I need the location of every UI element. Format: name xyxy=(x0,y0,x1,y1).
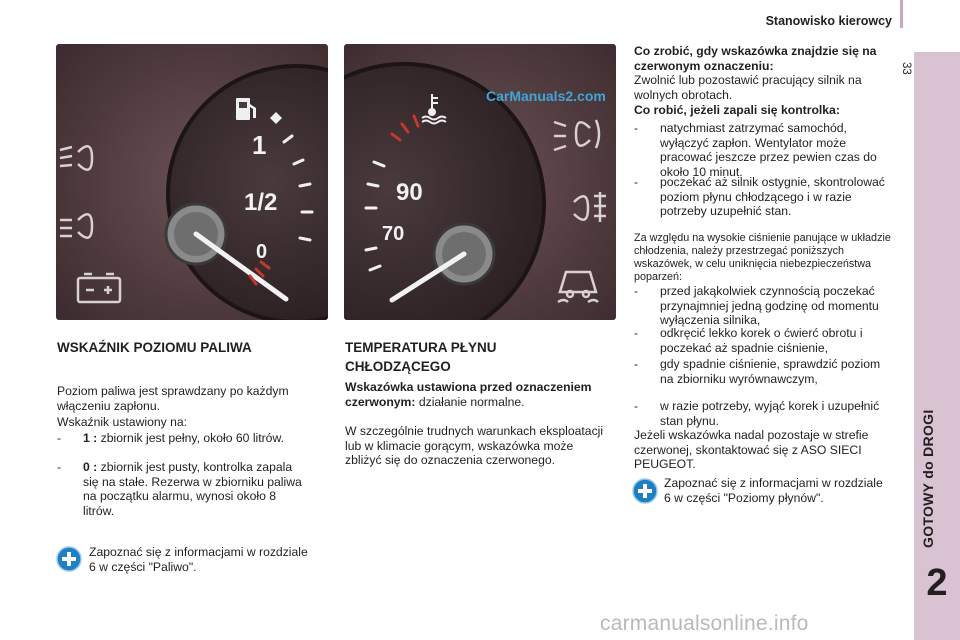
coolant-heading-line2: CHŁODZĄCEGO xyxy=(345,359,451,374)
list-item: - 1 : zbiornik jest pełny, około 60 litrów. xyxy=(57,431,284,445)
right-caution: Za względu na wysokie ciśnienie panujące w układzie chłodzenia, należy przestrzegać poniższych wskazówek, w celu uniknięcia niebezpieczeństwa poparzeń: xyxy=(634,232,891,283)
fuel-gauge-label-full: 1 xyxy=(252,130,267,160)
fuel-gauge-label-empty: 0 xyxy=(256,241,268,263)
chapter-number: 2 xyxy=(926,562,948,604)
list-item: - odkręcić lekko korek o ćwierć obrotu i poczekać aż spadnie ciśnienie, xyxy=(634,326,863,355)
coolant-heading-line1: TEMPERATURA PŁYNU xyxy=(345,340,497,355)
watermark-top: CarManuals2.com xyxy=(486,88,606,104)
info-plus-icon xyxy=(56,546,82,572)
fuel-gauge-photo xyxy=(56,44,328,320)
fuel-note: Zapoznać się z informacjami w rozdziale 6 w części "Paliwo". xyxy=(89,545,308,574)
coolant-gauge-photo xyxy=(344,44,616,320)
list-item: - przed jakąkolwiek czynnością poczekać przynajmniej jedną godzinę od momentu wyłączenia silnika, xyxy=(634,284,879,327)
fuel-heading: WSKAŹNIK POZIOMU PALIWA xyxy=(57,340,252,355)
coolant-gauge-label-low: 70 xyxy=(382,223,405,245)
right-question-2: Co robić, jeżeli zapali się kontrolka: xyxy=(634,103,840,117)
footer-watermark: carmanualsonline.info xyxy=(600,612,809,635)
chapter-side-label: GOTOWY do DROGI xyxy=(920,409,936,548)
fuel-indicator-label: Wskaźnik ustawiony na: xyxy=(57,415,188,429)
fuel-intro: Poziom paliwa jest sprawdzany po każdym włączeniu zapłonu. xyxy=(57,384,289,413)
right-question-1: Co zrobić, gdy wskazówka znajdzie się na czerwonym oznaczeniu: xyxy=(634,44,877,73)
coolant-gauge-label-high: 90 xyxy=(396,179,423,206)
right-answer-1: Zwolnić lub pozostawić pracujący silnik na wolnych obrotach. xyxy=(634,73,862,102)
header-divider xyxy=(900,0,903,28)
page-number: 33 xyxy=(900,62,912,75)
info-plus-icon xyxy=(632,478,658,504)
page-header-title: Stanowisko kierowcy xyxy=(765,14,892,28)
list-item: - poczekać aż silnik ostygnie, skontrolować poziom płynu chłodzącego i w razie potrzeby uzupełnić stan. xyxy=(634,175,885,218)
right-final: Jeżeli wskazówka nadal pozostaje w strefie czerwonej, skontaktować się z ASO SIECI PEUGEOT. xyxy=(634,428,869,471)
list-item: - natychmiast zatrzymać samochód, wyłączyć zapłon. Wentylator może pracować jeszcze przez pewien czas do około 10 minut. xyxy=(634,121,877,179)
coolant-red-zone: Wskazówka ustawiona przed oznaczeniem czerwonym: działanie normalne. xyxy=(345,380,592,409)
fuel-gauge-label-half: 1/2 xyxy=(244,189,278,216)
list-item: - 0 : zbiornik jest pusty, kontrolka zapala się na stałe. Rezerwa w zbiorniku paliwa na początku alarmu, wynosi około 8 litrów. xyxy=(57,460,302,518)
chapter-side-band xyxy=(914,52,960,640)
list-item: - w razie potrzeby, wyjąć korek i uzupełnić stan płynu. xyxy=(634,399,880,428)
list-item: - gdy spadnie ciśnienie, sprawdzić poziom na zbiorniku wyrównawczym, xyxy=(634,357,881,386)
right-note: Zapoznać się z informacjami w rozdziale 6 w części "Poziomy płynów". xyxy=(664,476,883,505)
coolant-hot-climate: W szczególnie trudnych warunkach eksploatacji lub w klimacie gorącym, wskazówka może zbliżyć się do oznaczenia czerwonego. xyxy=(345,424,604,467)
